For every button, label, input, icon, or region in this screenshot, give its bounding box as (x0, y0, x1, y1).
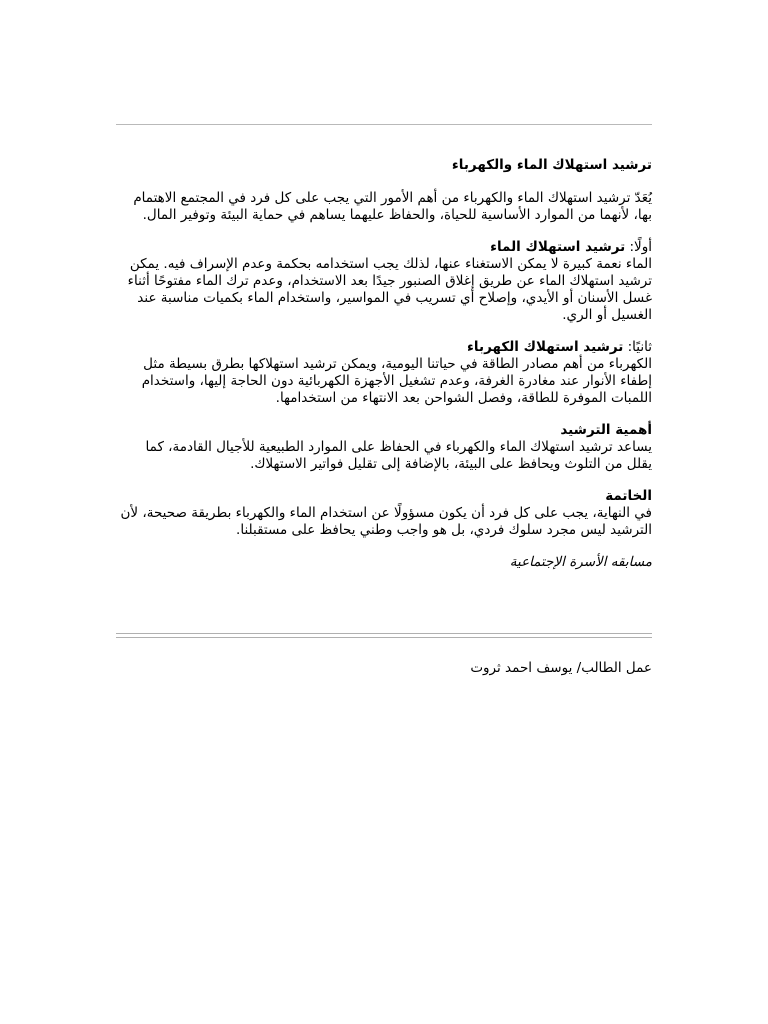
electricity-heading-prefix: ثانيًا: (623, 339, 652, 355)
essay-body (116, 157, 652, 571)
importance-heading: أهمية الترشيد (560, 422, 652, 438)
intro-paragraph: يُعَدّ ترشيد استهلاك الماء والكهرباء من أهم الأمور التي يجب على كل فرد في المجتمع الاهتمام بها، لأنهما من الموارد الأساسية للحياة، والحفاظ عليهما يساهم في حماية البيئة وتوفير المال. (133, 190, 652, 223)
bottom-divider (116, 633, 652, 638)
water-heading (116, 239, 652, 256)
water-section (116, 239, 652, 324)
electricity-heading (116, 339, 652, 356)
conclusion-paragraph: في النهاية، يجب على كل فرد أن يكون مسؤولًا عن استخدام الماء والكهرباء بطريقة صحيحة، لأن الترشيد ليس مجرد سلوك فردي، بل هو واجب وطني يحافظ على مستقبلنا. (120, 505, 652, 538)
water-heading-prefix: أولًا: (625, 239, 652, 255)
electricity-heading-title: ترشيد استهلاك الكهرباء (467, 339, 624, 355)
water-paragraph: الماء نعمة كبيرة لا يمكن الاستغناء عنها، لذلك يجب استخدامه بحكمة وعدم الإسراف فيه. يمكن ترشيد استهلاك الماء عن طريق إغلاق الصنبور جيدًا بعد الاستخدام، وعدم ترك الماء مفتوحًا أثناء غسل الأسنان أو الأيدي، وإصلاح أي تسريب في المواسير، واستخدام الماء بكميات مناسبة عند الغسيل أو الري. (127, 256, 652, 323)
electricity-paragraph: الكهرباء من أهم مصادر الطاقة في حياتنا اليومية، ويمكن ترشيد استهلاكها بطرق بسيطة مثل إطفاء الأنوار عند مغادرة الغرفة، وعدم تشغيل الأجهزة الكهربائية دون الحاجة إليها، واستخدام اللمبات الموفرة للطاقة، وفصل الشواحن بعد الانتهاء من استخدامها. (141, 356, 652, 406)
document-title: ترشيد استهلاك الماء والكهرباء (451, 157, 652, 173)
water-heading-title: ترشيد استهلاك الماء (490, 239, 626, 255)
competition-label: مسابقه الأسرة الإجتماعية (509, 554, 652, 570)
author-credit: عمل الطالب/ يوسف احمد ثروت (470, 660, 652, 676)
conclusion-section (116, 488, 652, 539)
electricity-section (116, 339, 652, 407)
top-divider (116, 124, 652, 125)
conclusion-heading: الخاتمة (605, 488, 652, 504)
importance-section (116, 422, 652, 473)
importance-paragraph: يساعد ترشيد استهلاك الماء والكهرباء في الحفاظ على الموارد الطبيعية للأجيال القادمة، كما يقلل من التلوث ويحافظ على البيئة، بالإضافة إلى تقليل فواتير الاستهلاك. (145, 439, 652, 472)
